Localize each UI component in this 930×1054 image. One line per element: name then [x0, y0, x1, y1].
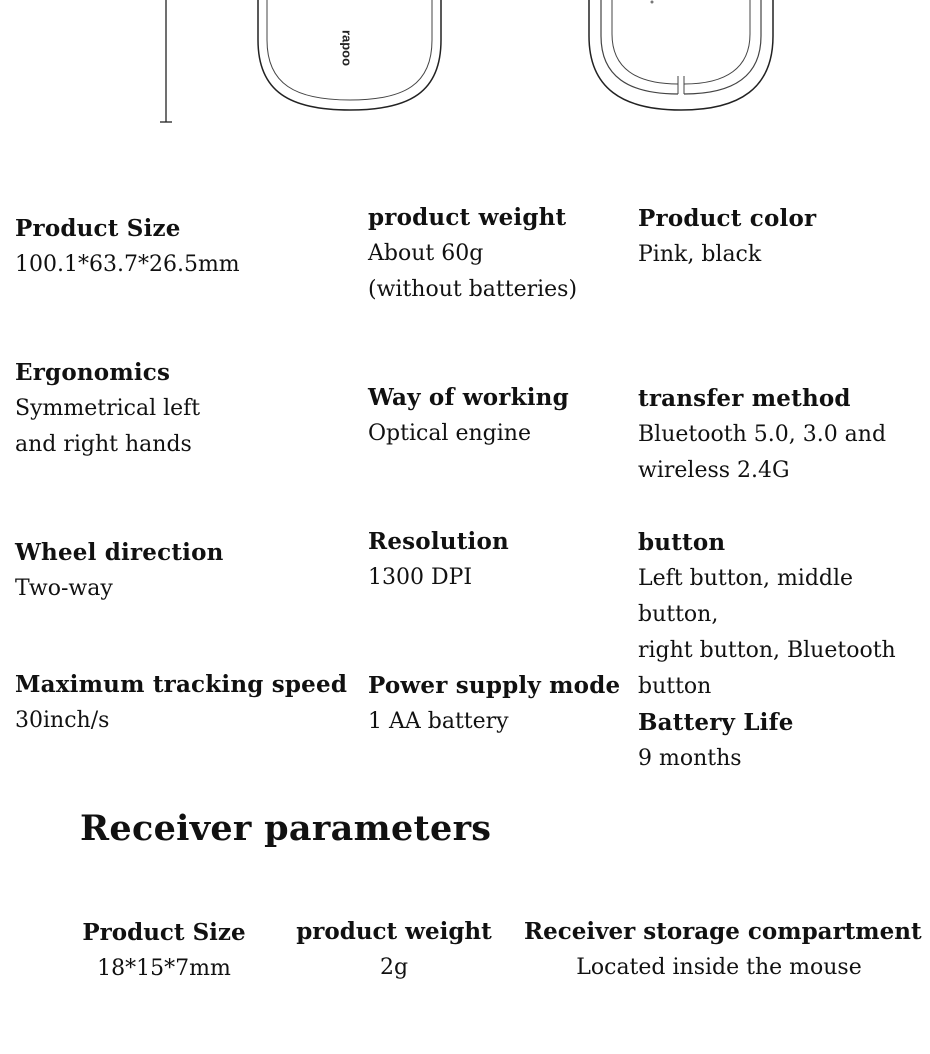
spec-value: 30inch/s: [15, 708, 110, 733]
spec-label: Product color: [638, 205, 817, 232]
spec-power-supply-mode: [368, 668, 620, 740]
receiver-storage-compartment: [524, 914, 922, 986]
spec-product-size: [15, 211, 240, 283]
spec-value: Symmetrical left: [15, 396, 201, 421]
spec-way-of-working: [368, 380, 569, 452]
spec-value: Two-way: [15, 576, 113, 601]
spec-label: Power supply mode: [368, 672, 621, 699]
spec-battery-life: [638, 705, 794, 777]
spec-wheel-direction: [15, 535, 224, 607]
spec-product-color: [638, 201, 816, 273]
receiver-label: Product Size: [82, 919, 246, 946]
spec-product-weight: [368, 200, 577, 308]
spec-max-tracking-speed: [15, 667, 347, 739]
spec-value: 100.1*63.7*26.5mm: [15, 252, 240, 277]
spec-label: Maximum tracking speed: [15, 671, 348, 698]
spec-label: transfer method: [638, 385, 851, 412]
mouse-illustration: [0, 0, 930, 140]
spec-transfer-method: [638, 381, 886, 489]
spec-value: About 60g: [368, 241, 484, 266]
spec-label: Product Size: [15, 215, 181, 242]
spec-value: and right hands: [15, 432, 192, 457]
spec-value: 1 AA battery: [368, 709, 509, 734]
receiver-value: Located inside the mouse: [576, 955, 862, 980]
spec-button: [638, 525, 930, 705]
spec-label: Wheel direction: [15, 539, 224, 566]
spec-value: Optical engine: [368, 421, 531, 446]
receiver-product-weight: [294, 914, 494, 986]
spec-label: button: [638, 529, 726, 556]
spec-value: Bluetooth 5.0, 3.0 and: [638, 422, 887, 447]
mouse-bottom-view-inner: [601, 0, 761, 94]
battery-cover-outline: [612, 0, 750, 84]
spec-value: right button, Bluetooth: [638, 638, 896, 663]
spec-value: 1300 DPI: [368, 565, 473, 590]
receiver-value: 2g: [379, 955, 409, 980]
receiver-value: 18*15*7mm: [97, 956, 231, 981]
spec-ergonomics: [15, 355, 200, 463]
spec-label: product weight: [368, 204, 567, 231]
spec-value: Pink, black: [638, 242, 762, 267]
receiver-label: Receiver storage compartment: [524, 918, 922, 945]
spec-value: Left button, middle button,: [638, 566, 854, 627]
spec-label: Ergonomics: [15, 359, 171, 386]
spec-resolution: [368, 524, 509, 596]
spec-label: Resolution: [368, 528, 509, 555]
receiver-section-title: Receiver parameters: [80, 808, 492, 849]
spec-value: wireless 2.4G: [638, 458, 790, 483]
receiver-label: product weight: [296, 918, 492, 945]
rapoo-logo: rapoo: [339, 29, 355, 67]
spec-value: 9 months: [638, 746, 742, 771]
spec-label: Battery Life: [638, 709, 794, 736]
spec-value: button: [638, 674, 712, 699]
receiver-product-size: [64, 915, 264, 987]
spec-value: (without batteries): [368, 277, 578, 302]
spec-label: Way of working: [368, 384, 569, 411]
mouse-bottom-view: [589, 0, 773, 110]
